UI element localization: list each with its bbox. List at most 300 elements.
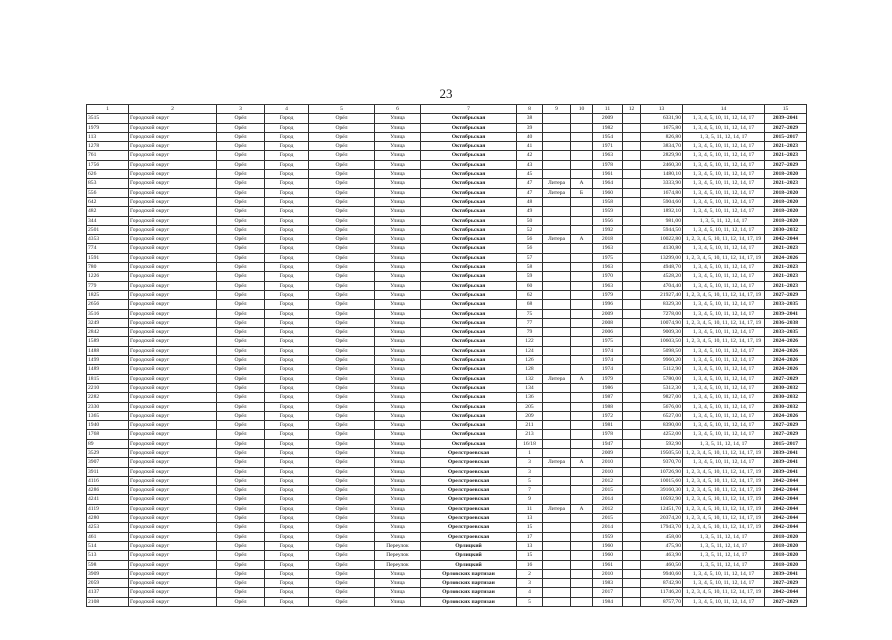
letter-cell	[571, 365, 593, 374]
record-id-cell: 4286	[87, 486, 129, 495]
municipality-type-cell: Городской округ	[129, 439, 217, 448]
work-types-cell: 1, 2, 3, 4, 5, 10, 11, 12, 14, 17, 19	[683, 467, 765, 476]
table-row	[87, 383, 807, 392]
house-number-cell: 213	[517, 430, 543, 439]
record-id-cell: 1226	[87, 272, 129, 281]
year-built-cell: 1986	[593, 383, 623, 392]
letter-cell	[571, 114, 593, 123]
building-mark-cell	[543, 365, 571, 374]
record-id-cell: 642	[87, 197, 129, 206]
building-mark-cell	[543, 300, 571, 309]
building-mark-cell	[543, 142, 571, 151]
area-cell: 4704,40	[641, 281, 683, 290]
building-mark-cell	[543, 421, 571, 430]
table-row	[87, 188, 807, 197]
municipality-name-cell: Орёл	[217, 272, 265, 281]
municipality-type-cell: Городской округ	[129, 374, 217, 383]
area-cell: 1480,10	[641, 170, 683, 179]
street-name-cell: Орелстроевская	[421, 467, 517, 476]
work-types-cell: 1, 3, 5, 11, 12, 14, 17	[683, 132, 765, 141]
municipality-type-cell: Городской округ	[129, 179, 217, 188]
settlement-name-cell: Орёл	[309, 588, 375, 597]
settlement-type-cell: Город	[265, 244, 309, 253]
area-cell: 5904,60	[641, 197, 683, 206]
settlement-name-cell: Орёл	[309, 495, 375, 504]
record-id-cell: 2330	[87, 402, 129, 411]
col-12-cell	[623, 253, 641, 262]
col-12-cell	[623, 523, 641, 532]
area-cell: 826,80	[641, 132, 683, 141]
municipality-name-cell: Орёл	[217, 356, 265, 365]
municipality-type-cell: Городской округ	[129, 123, 217, 132]
col-12-cell	[623, 300, 641, 309]
letter-cell	[571, 216, 593, 225]
house-number-cell: 68	[517, 300, 543, 309]
col-12-cell	[623, 160, 641, 169]
settlement-type-cell: Город	[265, 430, 309, 439]
letter-cell	[571, 281, 593, 290]
record-id-cell: 1979	[87, 123, 129, 132]
municipality-name-cell: Орёл	[217, 551, 265, 560]
settlement-name-cell: Орёл	[309, 346, 375, 355]
year-built-cell: 1996	[593, 300, 623, 309]
area-cell: 4130,80	[641, 244, 683, 253]
municipality-name-cell: Орёл	[217, 588, 265, 597]
col-12-cell	[623, 458, 641, 467]
table-row	[87, 579, 807, 588]
repair-period-cell: 2021–2023	[765, 263, 807, 272]
municipality-name-cell: Орёл	[217, 151, 265, 160]
settlement-name-cell: Орёл	[309, 290, 375, 299]
street-type-cell: Улица	[375, 439, 421, 448]
col-12-cell	[623, 170, 641, 179]
street-type-cell: Улица	[375, 225, 421, 234]
municipality-name-cell: Орёл	[217, 197, 265, 206]
settlement-type-cell: Город	[265, 188, 309, 197]
street-name-cell: Октябрьская	[421, 383, 517, 392]
repair-period-cell: 2027–2029	[765, 123, 807, 132]
municipality-type-cell: Городской округ	[129, 458, 217, 467]
settlement-type-cell: Город	[265, 142, 309, 151]
settlement-name-cell: Орёл	[309, 467, 375, 476]
settlement-type-cell: Город	[265, 495, 309, 504]
table-row	[87, 532, 807, 541]
building-mark-cell	[543, 123, 571, 132]
repair-period-cell: 2021–2023	[765, 142, 807, 151]
work-types-cell: 1, 3, 4, 5, 10, 11, 12, 14, 17	[683, 430, 765, 439]
street-name-cell: Орловских партизан	[421, 569, 517, 578]
house-number-cell: 45	[517, 170, 543, 179]
settlement-name-cell: Орёл	[309, 504, 375, 513]
area-cell: 10726,90	[641, 467, 683, 476]
column-number-6: 6	[375, 105, 421, 114]
table-row	[87, 588, 807, 597]
work-types-cell: 1, 3, 4, 5, 10, 11, 12, 14, 17	[683, 151, 765, 160]
record-id-cell: 1756	[87, 160, 129, 169]
year-built-cell: 2006	[593, 328, 623, 337]
house-number-cell: 132	[517, 374, 543, 383]
year-built-cell: 2009	[593, 448, 623, 457]
letter-cell	[571, 448, 593, 457]
work-types-cell: 1, 3, 4, 5, 10, 11, 12, 14, 17	[683, 179, 765, 188]
area-cell: 1675,80	[641, 123, 683, 132]
municipality-type-cell: Городской округ	[129, 486, 217, 495]
building-mark-cell	[543, 309, 571, 318]
repair-period-cell: 2033–2035	[765, 328, 807, 337]
year-built-cell: 1963	[593, 263, 623, 272]
letter-cell	[571, 430, 593, 439]
area-cell: 9960,20	[641, 356, 683, 365]
page-number: 23	[439, 86, 453, 101]
letter-cell	[571, 151, 593, 160]
street-name-cell: Октябрьская	[421, 244, 517, 253]
column-number-3: 3	[217, 105, 265, 114]
year-built-cell: 1970	[593, 272, 623, 281]
repair-period-cell: 2018–2020	[765, 560, 807, 569]
municipality-name-cell: Орёл	[217, 458, 265, 467]
house-number-cell: 124	[517, 346, 543, 355]
record-id-cell: 2059	[87, 579, 129, 588]
settlement-name-cell: Орёл	[309, 476, 375, 485]
work-types-cell: 1, 2, 3, 4, 5, 10, 11, 12, 14, 17, 19	[683, 235, 765, 244]
house-number-cell: 40	[517, 132, 543, 141]
letter-cell	[571, 514, 593, 523]
year-built-cell: 1975	[593, 337, 623, 346]
letter-cell	[571, 579, 593, 588]
table-row	[87, 365, 807, 374]
street-type-cell: Улица	[375, 123, 421, 132]
table-row	[87, 393, 807, 402]
work-types-cell: 1, 2, 3, 4, 5, 10, 11, 12, 14, 17, 19	[683, 523, 765, 532]
settlement-type-cell: Город	[265, 560, 309, 569]
building-mark-cell: Литера	[543, 458, 571, 467]
street-type-cell: Улица	[375, 448, 421, 457]
table-row	[87, 346, 807, 355]
letter-cell: Б	[571, 188, 593, 197]
work-types-cell: 1, 2, 3, 4, 5, 10, 11, 12, 14, 17, 19	[683, 495, 765, 504]
municipality-type-cell: Городской округ	[129, 160, 217, 169]
settlement-type-cell: Город	[265, 309, 309, 318]
table-row	[87, 337, 807, 346]
municipality-name-cell: Орёл	[217, 207, 265, 216]
area-cell: 4948,70	[641, 263, 683, 272]
repair-period-cell: 2018–2020	[765, 197, 807, 206]
settlement-type-cell: Город	[265, 551, 309, 560]
house-number-cell: 58	[517, 263, 543, 272]
year-built-cell: 2010	[593, 467, 623, 476]
work-types-cell: 1, 3, 4, 5, 10, 11, 12, 14, 17	[683, 458, 765, 467]
area-cell: 10074,90	[641, 318, 683, 327]
col-12-cell	[623, 151, 641, 160]
col-12-cell	[623, 207, 641, 216]
area-cell: 20374,20	[641, 514, 683, 523]
municipality-name-cell: Орёл	[217, 393, 265, 402]
street-name-cell: Октябрьская	[421, 179, 517, 188]
street-type-cell: Улица	[375, 179, 421, 188]
street-name-cell: Октябрьская	[421, 142, 517, 151]
municipality-type-cell: Городской округ	[129, 393, 217, 402]
work-types-cell: 1, 3, 4, 5, 10, 11, 12, 14, 17	[683, 309, 765, 318]
column-number-4: 4	[265, 105, 309, 114]
letter-cell	[571, 207, 593, 216]
col-12-cell	[623, 514, 641, 523]
year-built-cell: 1956	[593, 216, 623, 225]
building-mark-cell	[543, 346, 571, 355]
area-cell: 1674,80	[641, 188, 683, 197]
letter-cell	[571, 495, 593, 504]
settlement-name-cell: Орёл	[309, 597, 375, 606]
record-id-cell: 2108	[87, 597, 129, 606]
settlement-name-cell: Орёл	[309, 235, 375, 244]
street-name-cell: Орловских партизан	[421, 579, 517, 588]
settlement-name-cell: Орёл	[309, 309, 375, 318]
table-row	[87, 244, 807, 253]
letter-cell	[571, 402, 593, 411]
year-built-cell: 2012	[593, 476, 623, 485]
settlement-name-cell: Орёл	[309, 179, 375, 188]
col-12-cell	[623, 569, 641, 578]
table-row	[87, 541, 807, 550]
repair-period-cell: 2039–2041	[765, 569, 807, 578]
settlement-name-cell: Орёл	[309, 448, 375, 457]
repair-period-cell: 2042–2044	[765, 588, 807, 597]
building-mark-cell	[543, 244, 571, 253]
street-type-cell: Улица	[375, 318, 421, 327]
building-mark-cell	[543, 197, 571, 206]
building-mark-cell	[543, 486, 571, 495]
record-id-cell: 780	[87, 263, 129, 272]
settlement-type-cell: Город	[265, 541, 309, 550]
column-number-13: 13	[641, 105, 683, 114]
record-id-cell: 1489	[87, 365, 129, 374]
street-name-cell: Октябрьская	[421, 123, 517, 132]
street-name-cell: Октябрьская	[421, 216, 517, 225]
municipality-type-cell: Городской округ	[129, 272, 217, 281]
settlement-type-cell: Город	[265, 467, 309, 476]
street-type-cell: Улица	[375, 569, 421, 578]
settlement-type-cell: Город	[265, 346, 309, 355]
settlement-name-cell: Орёл	[309, 356, 375, 365]
col-12-cell	[623, 318, 641, 327]
street-name-cell: Октябрьская	[421, 272, 517, 281]
repair-period-cell: 2039–2041	[765, 309, 807, 318]
building-mark-cell	[543, 467, 571, 476]
table-row	[87, 402, 807, 411]
street-name-cell: Октябрьская	[421, 253, 517, 262]
table-row	[87, 523, 807, 532]
settlement-type-cell: Город	[265, 569, 309, 578]
street-name-cell: Октябрьская	[421, 402, 517, 411]
settlement-name-cell: Орёл	[309, 188, 375, 197]
municipality-name-cell: Орёл	[217, 569, 265, 578]
municipality-name-cell: Орёл	[217, 142, 265, 151]
area-cell: 39160,30	[641, 486, 683, 495]
municipality-name-cell: Орёл	[217, 188, 265, 197]
col-12-cell	[623, 597, 641, 606]
street-type-cell: Улица	[375, 151, 421, 160]
table-row	[87, 142, 807, 151]
repair-period-cell: 2021–2023	[765, 151, 807, 160]
street-name-cell: Октябрьская	[421, 300, 517, 309]
house-number-cell: 50	[517, 216, 543, 225]
col-12-cell	[623, 588, 641, 597]
repair-period-cell: 2021–2023	[765, 179, 807, 188]
letter-cell	[571, 318, 593, 327]
area-cell: 9940,60	[641, 569, 683, 578]
settlement-name-cell: Орёл	[309, 114, 375, 123]
street-type-cell: Улица	[375, 253, 421, 262]
area-cell: 460,50	[641, 560, 683, 569]
municipality-type-cell: Городской округ	[129, 523, 217, 532]
settlement-name-cell: Орёл	[309, 263, 375, 272]
table-row	[87, 263, 807, 272]
building-mark-cell	[543, 225, 571, 234]
street-type-cell: Улица	[375, 476, 421, 485]
year-built-cell: 1960	[593, 551, 623, 560]
street-name-cell: Октябрьская	[421, 151, 517, 160]
column-number-11: 11	[593, 105, 623, 114]
col-12-cell	[623, 225, 641, 234]
building-mark-cell	[543, 560, 571, 569]
record-id-cell: 4353	[87, 235, 129, 244]
house-number-cell: 17	[517, 532, 543, 541]
building-mark-cell	[543, 393, 571, 402]
settlement-name-cell: Орёл	[309, 160, 375, 169]
street-type-cell: Улица	[375, 216, 421, 225]
municipality-type-cell: Городской округ	[129, 569, 217, 578]
street-name-cell: Орелстроевская	[421, 532, 517, 541]
building-mark-cell	[543, 495, 571, 504]
municipality-name-cell: Орёл	[217, 374, 265, 383]
settlement-name-cell: Орёл	[309, 551, 375, 560]
house-number-cell: 13	[517, 541, 543, 550]
building-mark-cell	[543, 356, 571, 365]
settlement-type-cell: Город	[265, 588, 309, 597]
area-cell: 11746,20	[641, 588, 683, 597]
house-number-cell: 205	[517, 402, 543, 411]
record-id-cell: 461	[87, 532, 129, 541]
municipality-name-cell: Орёл	[217, 235, 265, 244]
street-type-cell: Улица	[375, 486, 421, 495]
col-12-cell	[623, 272, 641, 281]
table-row	[87, 448, 807, 457]
work-types-cell: 1, 3, 4, 5, 10, 11, 12, 14, 17	[683, 393, 765, 402]
work-types-cell: 1, 3, 5, 11, 12, 14, 17	[683, 532, 765, 541]
street-name-cell: Орелстроевская	[421, 514, 517, 523]
column-number-row	[87, 105, 807, 114]
municipality-name-cell: Орёл	[217, 170, 265, 179]
area-cell: 7278,00	[641, 309, 683, 318]
letter-cell	[571, 253, 593, 262]
work-types-cell: 1, 3, 4, 5, 10, 11, 12, 14, 17	[683, 225, 765, 234]
settlement-type-cell: Город	[265, 356, 309, 365]
settlement-name-cell: Орёл	[309, 151, 375, 160]
municipality-name-cell: Орёл	[217, 514, 265, 523]
table-row	[87, 504, 807, 513]
street-name-cell: Октябрьская	[421, 290, 517, 299]
area-cell: 463,90	[641, 551, 683, 560]
street-type-cell: Улица	[375, 393, 421, 402]
letter-cell	[571, 300, 593, 309]
work-types-cell: 1, 2, 3, 4, 5, 10, 11, 12, 14, 17, 19	[683, 486, 765, 495]
year-built-cell: 1963	[593, 281, 623, 290]
area-cell: 8742,90	[641, 579, 683, 588]
record-id-cell: 779	[87, 281, 129, 290]
table-row	[87, 476, 807, 485]
letter-cell	[571, 309, 593, 318]
street-name-cell: Орелстроевская	[421, 476, 517, 485]
settlement-type-cell: Город	[265, 253, 309, 262]
work-types-cell: 1, 3, 4, 5, 10, 11, 12, 14, 17	[683, 263, 765, 272]
settlement-name-cell: Орёл	[309, 225, 375, 234]
street-type-cell: Улица	[375, 356, 421, 365]
table-row	[87, 216, 807, 225]
municipality-type-cell: Городской округ	[129, 235, 217, 244]
column-number-7: 7	[421, 105, 517, 114]
municipality-type-cell: Городской округ	[129, 430, 217, 439]
street-type-cell: Улица	[375, 365, 421, 374]
col-12-cell	[623, 467, 641, 476]
table-row	[87, 495, 807, 504]
settlement-type-cell: Город	[265, 170, 309, 179]
letter-cell	[571, 393, 593, 402]
house-number-cell: 136	[517, 393, 543, 402]
repair-period-cell: 2027–2029	[765, 579, 807, 588]
house-number-cell: 57	[517, 253, 543, 262]
municipality-type-cell: Городской округ	[129, 188, 217, 197]
year-built-cell: 1961	[593, 560, 623, 569]
municipality-type-cell: Городской округ	[129, 114, 217, 123]
street-type-cell: Улица	[375, 504, 421, 513]
municipality-type-cell: Городской округ	[129, 551, 217, 560]
area-cell: 2829,90	[641, 151, 683, 160]
year-built-cell: 2009	[593, 309, 623, 318]
col-12-cell	[623, 579, 641, 588]
record-id-cell: 2501	[87, 225, 129, 234]
house-number-cell: 2	[517, 569, 543, 578]
column-number-15: 15	[765, 105, 807, 114]
year-built-cell: 1987	[593, 393, 623, 402]
letter-cell	[571, 486, 593, 495]
record-id-cell: 1488	[87, 346, 129, 355]
repair-period-cell: 2015–2017	[765, 132, 807, 141]
street-name-cell: Октябрьская	[421, 197, 517, 206]
record-id-cell: 4116	[87, 476, 129, 485]
work-types-cell: 1, 2, 3, 4, 5, 10, 11, 12, 14, 17, 19	[683, 318, 765, 327]
area-cell: 10592,90	[641, 495, 683, 504]
area-cell: 21927,40	[641, 290, 683, 299]
municipality-type-cell: Городской округ	[129, 411, 217, 420]
settlement-name-cell: Орёл	[309, 244, 375, 253]
work-types-cell: 1, 3, 4, 5, 10, 11, 12, 14, 17	[683, 374, 765, 383]
municipality-type-cell: Городской округ	[129, 597, 217, 606]
table-row	[87, 170, 807, 179]
street-type-cell: Улица	[375, 532, 421, 541]
settlement-type-cell: Город	[265, 448, 309, 457]
work-types-cell: 1, 3, 4, 5, 10, 11, 12, 14, 17	[683, 142, 765, 151]
record-id-cell: 1278	[87, 142, 129, 151]
record-id-cell: 3909	[87, 569, 129, 578]
area-cell: 5676,00	[641, 402, 683, 411]
table-row	[87, 179, 807, 188]
letter-cell	[571, 170, 593, 179]
work-types-cell: 1, 3, 4, 5, 10, 11, 12, 14, 17	[683, 346, 765, 355]
repair-period-cell: 2018–2020	[765, 170, 807, 179]
settlement-name-cell: Орёл	[309, 216, 375, 225]
building-mark-cell	[543, 170, 571, 179]
table-row	[87, 597, 807, 606]
repair-period-cell: 2024–2026	[765, 253, 807, 262]
